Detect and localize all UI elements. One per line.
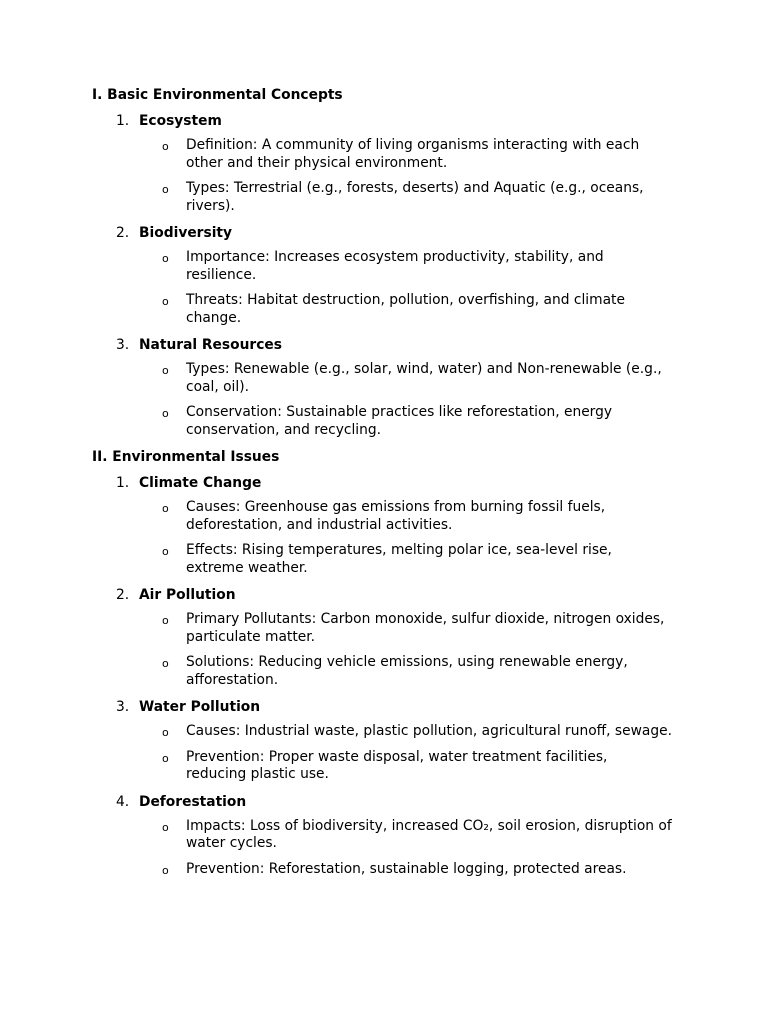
- list-item-text: Impacts: Loss of biodiversity, increased CO₂, soil erosion, disruption of water cycles.: [186, 817, 672, 851]
- list-item: [92, 611, 672, 646]
- list-item-text: Types: Terrestrial (e.g., forests, deserts) and Aquatic (e.g., oceans, rivers).: [186, 180, 644, 214]
- outline-topic: [92, 335, 692, 439]
- topic-title: Climate Change: [139, 475, 262, 491]
- topic-title: Biodiversity: [139, 225, 233, 241]
- topic-title: Ecosystem: [139, 113, 222, 129]
- list-item-text: Primary Pollutants: Carbon monoxide, sulfur dioxide, nitrogen oxides, particulate matter.: [186, 611, 665, 645]
- list-item-text: Definition: A community of living organisms interacting with each other and their physical environment.: [186, 137, 640, 171]
- list-item-text: Importance: Increases ecosystem productivity, stability, and resilience.: [186, 249, 604, 283]
- list-item: [92, 361, 672, 396]
- outline-topic: [92, 223, 692, 327]
- topic-title: Air Pollution: [139, 587, 236, 603]
- topic-number: 1.: [116, 113, 130, 129]
- list-item-text: Types: Renewable (e.g., solar, wind, water) and Non-renewable (e.g., coal, oil).: [186, 361, 662, 395]
- list-item: [92, 404, 672, 439]
- topic-heading: [92, 473, 692, 493]
- list-item: [92, 292, 672, 327]
- topic-heading: [92, 335, 692, 355]
- list-item-text: Conservation: Sustainable practices like reforestation, energy conservation, and recycling.: [186, 404, 613, 438]
- bullet-icon: o: [162, 183, 169, 196]
- list-item-text: Prevention: Reforestation, sustainable logging, protected areas.: [186, 860, 627, 877]
- list-item-text: Prevention: Proper waste disposal, water treatment facilities, reducing plastic use.: [186, 748, 608, 782]
- list-item: [92, 249, 672, 284]
- bullet-icon: o: [162, 140, 169, 153]
- bullet-icon: o: [162, 726, 169, 739]
- bullet-icon: o: [162, 863, 169, 877]
- section-heading: II. Environmental Issues: [92, 449, 280, 465]
- topic-title: Deforestation: [139, 793, 247, 810]
- list-item: [92, 180, 672, 215]
- topic-number: 3.: [116, 337, 130, 353]
- list-item: [92, 499, 672, 534]
- bullet-icon: o: [162, 545, 169, 558]
- topic-heading: [92, 223, 692, 243]
- list-item: [92, 654, 672, 689]
- outline-topic: [92, 111, 692, 215]
- list-item-text: Threats: Habitat destruction, pollution, overfishing, and climate change.: [186, 292, 625, 326]
- list-item: [92, 137, 672, 172]
- list-item: [92, 723, 672, 741]
- topic-title: Natural Resources: [139, 337, 282, 353]
- topic-heading: [92, 111, 692, 131]
- list-item: [92, 542, 672, 577]
- bullet-icon: o: [162, 614, 169, 627]
- topic-heading: [92, 585, 692, 605]
- bullet-icon: o: [162, 502, 169, 515]
- topic-number: 4.: [116, 793, 130, 810]
- outline-topic: [92, 585, 692, 689]
- section-heading: I. Basic Environmental Concepts: [92, 87, 343, 103]
- list-item: [92, 861, 672, 879]
- list-item: [92, 749, 672, 784]
- topic-number: 1.: [116, 475, 130, 491]
- list-item-text: Causes: Industrial waste, plastic pollution, agricultural runoff, sewage.: [186, 723, 672, 739]
- bullet-icon: o: [162, 407, 169, 420]
- bullet-icon: o: [162, 820, 169, 834]
- topic-number: 2.: [116, 225, 130, 241]
- bullet-icon: o: [162, 657, 169, 670]
- outline-topic: [92, 697, 692, 784]
- outline-topic: [92, 473, 692, 577]
- bullet-icon: o: [162, 751, 169, 765]
- bullet-icon: o: [162, 295, 169, 308]
- list-item-text: Effects: Rising temperatures, melting polar ice, sea-level rise, extreme weather.: [186, 542, 612, 576]
- topic-heading: [92, 792, 692, 812]
- list-item-text: Solutions: Reducing vehicle emissions, using renewable energy, afforestation.: [186, 654, 628, 688]
- outline: [92, 85, 692, 886]
- bullet-icon: o: [162, 252, 169, 265]
- topic-number: 3.: [116, 699, 130, 715]
- list-item-text: Causes: Greenhouse gas emissions from burning fossil fuels, deforestation, and industrial activities.: [186, 499, 606, 533]
- topic-title: Water Pollution: [139, 699, 261, 715]
- topic-heading: [92, 697, 692, 717]
- bullet-icon: o: [162, 364, 169, 377]
- topic-number: 2.: [116, 587, 130, 603]
- list-item: [92, 818, 672, 853]
- outline-topic: [92, 792, 692, 879]
